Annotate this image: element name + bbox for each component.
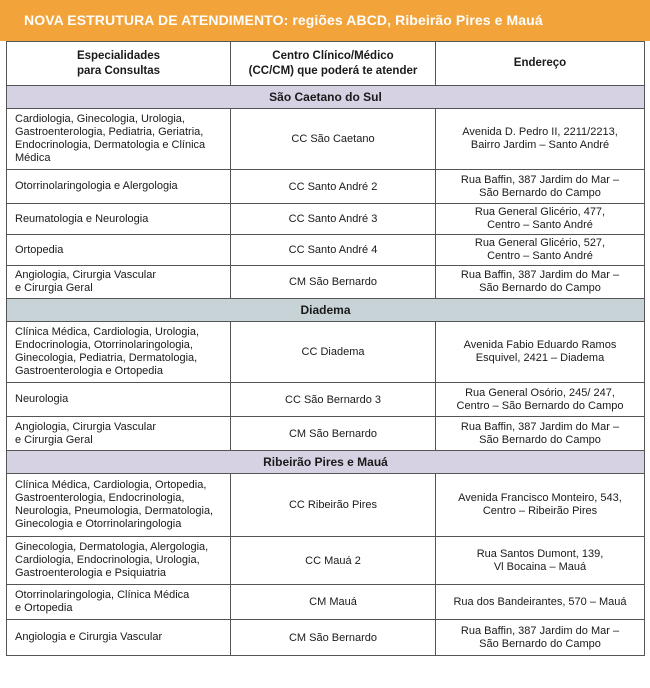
specialties-line: Gastroenterologia, Endocrinologia, [15, 492, 185, 504]
specialties-line: Ginecologia, Dermatologia, Alergologia, [15, 541, 209, 553]
region-name: Diadema [7, 299, 645, 322]
address-cell [436, 537, 645, 585]
center-cell: CC Mauá 2 [231, 537, 436, 585]
specialties-line: Cardiologia, Ginecologia, Urologia, [15, 113, 185, 125]
address-cell [436, 235, 645, 266]
address-line: Rua General Glicério, 527, [474, 237, 606, 249]
specialties-line: Angiologia, Cirurgia Vascular [15, 269, 157, 281]
region-header-row [7, 451, 645, 474]
center-cell: CC São Bernardo 3 [231, 383, 436, 417]
table-row [7, 266, 645, 299]
table-row [7, 383, 645, 417]
specialties-line: Ginecologia, Pediatria, Dermatologia, [15, 352, 198, 364]
specialties-cell [7, 585, 231, 620]
table-body [7, 86, 645, 656]
address-cell [436, 620, 645, 656]
region-name: São Caetano do Sul [7, 86, 645, 109]
specialties-line: e Cirurgia Geral [15, 282, 93, 294]
center-cell: CC Diadema [231, 322, 436, 383]
header-specialties [7, 42, 231, 86]
address-cell [436, 204, 645, 235]
table-row [7, 585, 645, 620]
address-line: Rua dos Bandeirantes, 570 – Mauá [453, 595, 627, 608]
specialties-line: Clínica Médica, Cardiologia, Urologia, [15, 326, 200, 338]
address-line: Centro – Santo André [487, 250, 593, 262]
table-row [7, 322, 645, 383]
center-cell: CM São Bernardo [231, 620, 436, 656]
header-center-line-1: Centro Clínico/Médico [272, 49, 394, 62]
specialties-line: Ginecologia e Otorrinolaringologia [15, 518, 182, 530]
header-center [231, 42, 436, 86]
center-cell: CC Santo André 2 [231, 170, 436, 204]
specialties-line: Endocrinologia, Dermatologia e Clínica [15, 139, 206, 151]
specialties-cell [7, 474, 231, 537]
table-header-row [7, 42, 645, 86]
address-line: Rua Baffin, 387 Jardim do Mar – [460, 173, 620, 186]
address-line: Esquivel, 2421 – Diadema [475, 352, 605, 364]
address-line: Centro – São Bernardo do Campo [456, 399, 624, 412]
address-line: São Bernardo do Campo [479, 186, 601, 199]
header-address-line-1: Endereço [513, 57, 567, 69]
specialties-cell [7, 109, 231, 170]
specialties-line: Médica [15, 152, 51, 164]
specialties-line: Reumatologia e Neurologia [15, 212, 149, 225]
specialties-cell [7, 383, 231, 417]
table-row [7, 620, 645, 656]
specialties-cell [7, 204, 231, 235]
center-cell: CC Ribeirão Pires [231, 474, 436, 537]
specialties-line: Otorrinolaringologia, Clínica Médica [15, 589, 190, 601]
table-row [7, 204, 645, 235]
specialties-cell [7, 620, 231, 656]
address-cell [436, 585, 645, 620]
services-table [6, 41, 645, 656]
table-row [7, 170, 645, 204]
address-cell [436, 322, 645, 383]
specialties-line: e Ortopedia [15, 602, 73, 614]
table-row [7, 537, 645, 585]
specialties-cell [7, 537, 231, 585]
specialties-cell [7, 417, 231, 451]
region-header-row [7, 299, 645, 322]
address-line: Avenida D. Pedro II, 2211/2213, [462, 126, 618, 138]
table-row [7, 109, 645, 170]
address-cell [436, 417, 645, 451]
specialties-line: Neurologia [15, 393, 69, 405]
specialties-line: Angiologia, Cirurgia Vascular [15, 420, 157, 433]
center-cell: CM São Bernardo [231, 417, 436, 451]
header-specialties-line-1: Especialidades [76, 49, 161, 62]
address-cell [436, 474, 645, 537]
address-line: Avenida Fabio Eduardo Ramos [463, 339, 617, 351]
header-address [436, 42, 645, 86]
address-cell [436, 383, 645, 417]
address-line: São Bernardo do Campo [479, 433, 601, 446]
page-title: NOVA ESTRUTURA DE ATENDIMENTO: regiões ABCD, Ribeirão Pires e Mauá [0, 0, 650, 41]
specialties-line: Angiologia e Cirurgia Vascular [15, 631, 163, 643]
address-line: Centro – Santo André [487, 219, 593, 231]
table-row [7, 235, 645, 266]
address-line: Rua General Osório, 245/ 247, [465, 386, 615, 399]
header-specialties-line-2: para Consultas [76, 64, 161, 77]
address-line: Centro – Ribeirão Pires [482, 505, 598, 517]
center-cell: CC Santo André 3 [231, 204, 436, 235]
specialties-line: Gastroenterologia e Psiquiatria [15, 567, 167, 579]
address-line: Rua Baffin, 387 Jardim do Mar – [460, 624, 620, 637]
address-line: Bairro Jardim – Santo André [470, 139, 610, 151]
center-cell: CM São Bernardo [231, 266, 436, 299]
address-line: Rua Baffin, 387 Jardim do Mar – [460, 420, 620, 433]
specialties-line: e Cirurgia Geral [15, 433, 93, 446]
center-cell: CM Mauá [231, 585, 436, 620]
region-header-row [7, 86, 645, 109]
specialties-cell [7, 322, 231, 383]
address-cell [436, 266, 645, 299]
specialties-line: Cardiologia, Endocrinologia, Urologia, [15, 554, 200, 566]
address-line: Vl Bocaina – Mauá [493, 560, 587, 573]
specialties-cell [7, 170, 231, 204]
address-cell [436, 109, 645, 170]
address-cell [436, 170, 645, 204]
table-row [7, 417, 645, 451]
specialties-line: Clínica Médica, Cardiologia, Ortopedia, [15, 479, 207, 491]
address-line: São Bernardo do Campo [479, 282, 601, 294]
specialties-line: Ortopedia [15, 243, 64, 256]
address-line: Rua Baffin, 387 Jardim do Mar – [460, 269, 620, 281]
table-row [7, 474, 645, 537]
address-line: Rua Santos Dumont, 139, [476, 547, 604, 560]
specialties-line: Gastroenterologia, Pediatria, Geriatria, [15, 126, 204, 138]
specialties-line: Otorrinolaringologia e Alergologia [15, 180, 178, 192]
specialties-line: Neurologia, Pneumologia, Dermatologia, [15, 505, 214, 517]
specialties-line: Gastroenterologia e Ortopedia [15, 365, 163, 377]
center-cell: CC Santo André 4 [231, 235, 436, 266]
specialties-line: Endocrinologia, Otorrinolaringologia, [15, 339, 193, 351]
region-name: Ribeirão Pires e Mauá [7, 451, 645, 474]
center-cell: CC São Caetano [231, 109, 436, 170]
address-line: Rua General Glicério, 477, [474, 206, 606, 218]
header-center-line-2: (CC/CM) que poderá te atender [248, 64, 418, 77]
address-line: Avenida Francisco Monteiro, 543, [458, 492, 622, 504]
address-line: São Bernardo do Campo [479, 637, 601, 650]
specialties-cell [7, 235, 231, 266]
specialties-cell [7, 266, 231, 299]
